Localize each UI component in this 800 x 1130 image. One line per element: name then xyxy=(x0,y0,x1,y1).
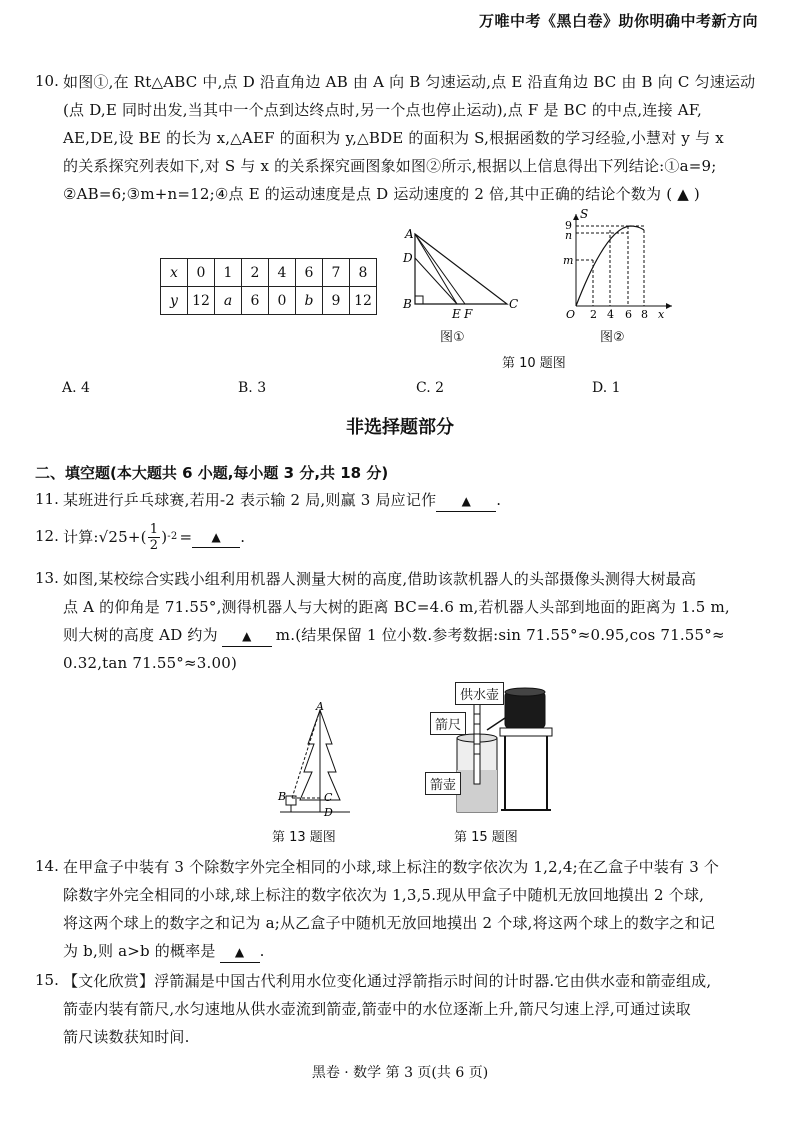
segment-af xyxy=(415,234,465,304)
label-x: x xyxy=(658,308,665,320)
q13-line-3 xyxy=(63,625,725,647)
triangle-abc xyxy=(415,234,507,304)
answer-blank xyxy=(220,941,260,963)
table-cell: 0 xyxy=(269,287,296,315)
q14-line-4: 为 b,则 a>b 的概率是 ▲ . xyxy=(63,941,265,963)
right-angle-mark xyxy=(415,296,423,304)
q12-close: ) xyxy=(161,528,168,546)
table-cell: 1 xyxy=(215,259,242,287)
q10-fig2-caption: 图② xyxy=(600,330,625,345)
choice-c: C. 2 xyxy=(416,380,445,396)
q14-line-4-text: 为 b,则 a>b 的概率是 xyxy=(63,942,216,960)
label-a: A xyxy=(316,700,324,713)
segment-ae xyxy=(415,234,457,304)
table-cell: y xyxy=(161,287,188,315)
q13-line-3-tail: m.(结果保留 1 位小数.参考数据:sin 71.55°≈0.95,cos 71.55°≈ xyxy=(275,626,725,644)
blank-marker: ▲ xyxy=(242,629,252,643)
q12-frac-den: 2 xyxy=(149,537,159,553)
y-axis-arrow xyxy=(573,214,579,220)
table-row xyxy=(161,287,377,315)
label-nine: 9 xyxy=(565,219,572,232)
answer-blank xyxy=(192,526,240,548)
label-origin: O xyxy=(566,308,576,320)
q12-prefix: 计算: xyxy=(63,528,99,546)
q13-line-1: 如图,某校综合实践小组利用机器人测量大树的高度,借助该款机器人的头部摄像头测得大树最高 xyxy=(63,570,697,588)
table-cell: 0 xyxy=(188,259,215,287)
choice-d: D. 1 xyxy=(592,380,621,396)
q15-line-2: 箭壶内装有箭尺,水匀速地从供水壶流到箭壶,箭壶中的水位逐渐上升,箭尺匀速上浮,可通过读取 xyxy=(63,1000,691,1018)
table-cell: b xyxy=(296,287,323,315)
blank-marker: ▲ xyxy=(211,530,221,544)
q12-equals: = xyxy=(179,528,193,546)
water-pot-icon xyxy=(505,692,545,728)
page-footer: 黑卷 · 数学 第 3 页(共 6 页) xyxy=(311,1065,489,1081)
q13-line-4: 0.32,tan 71.55°≈3.00) xyxy=(63,654,238,672)
choice-b: B. 3 xyxy=(238,380,267,396)
robot-icon xyxy=(286,796,296,805)
q12-line xyxy=(63,519,245,555)
label-f: F xyxy=(464,307,473,321)
label-c: C xyxy=(324,791,333,804)
q15-line-1: 【文化欣赏】浮箭漏是中国古代利用水位变化通过浮箭指示时间的计时器.它由供水壶和箭壶组成, xyxy=(63,972,712,990)
q10-number: 10. xyxy=(35,72,59,90)
label-b: B xyxy=(278,790,287,803)
label-arrow-ruler: 箭尺 xyxy=(430,712,466,735)
label-b: B xyxy=(403,297,412,311)
label-c: C xyxy=(509,297,519,311)
q11-line xyxy=(63,490,501,512)
table-cell: 4 xyxy=(269,259,296,287)
table-cell: 12 xyxy=(188,287,215,315)
fill-in-title: 二、填空题(本大题共 6 小题,每小题 3 分,共 18 分) xyxy=(35,464,389,482)
q10-fig1-caption: 图① xyxy=(440,330,465,345)
segment-de xyxy=(415,258,457,304)
q10-line-4: 的关系探究列表如下,对 S 与 x 的关系探究画图象如图②所示,根据以上信息得出下列结论:①a=9; xyxy=(63,157,717,175)
blank-marker: ▲ xyxy=(234,945,245,959)
table-cell: a xyxy=(215,287,242,315)
q10-figure-1 xyxy=(395,222,525,322)
table-cell: 8 xyxy=(350,259,377,287)
q10-table xyxy=(160,258,377,315)
blank-marker: ▲ xyxy=(461,494,471,508)
table-cell: 6 xyxy=(242,287,269,315)
q12-end: . xyxy=(240,528,246,546)
q12-frac-num: 1 xyxy=(149,521,159,537)
table-cell: 6 xyxy=(296,259,323,287)
q11-end: . xyxy=(496,491,502,509)
x-axis-arrow xyxy=(666,303,672,309)
tick-6: 6 xyxy=(625,308,632,320)
q14-line-3: 将这两个球上的数字之和记为 a;从乙盒子中随机无放回地摸出 2 个球,将这两个球上的数字之和记 xyxy=(63,914,716,932)
q15-line-3: 箭尺读数获知时间. xyxy=(63,1028,190,1046)
label-d: D xyxy=(324,806,333,819)
table-cell: 7 xyxy=(323,259,350,287)
label-d: D xyxy=(403,251,413,265)
q12-number: 12. xyxy=(35,527,59,545)
answer-blank xyxy=(436,490,496,512)
q10-figure-caption: 第 10 题图 xyxy=(502,356,566,371)
table-cell: 12 xyxy=(350,287,377,315)
tick-2: 2 xyxy=(590,308,597,320)
q14-number: 14. xyxy=(35,857,59,875)
q13-line-3-text: 则大树的高度 AD 约为 xyxy=(63,626,218,644)
page-header: 万唯中考《黑白卷》助你明确中考新方向 xyxy=(478,12,758,30)
q11-number: 11. xyxy=(35,490,59,508)
label-e: E xyxy=(452,307,461,321)
table-row xyxy=(161,259,377,287)
label-n: n xyxy=(565,229,573,242)
stand-top xyxy=(500,728,552,736)
section-title: 非选择题部分 xyxy=(346,417,454,438)
q10-line-1: 如图①,在 Rt△ABC 中,点 D 沿直角边 AB 由 A 向 B 匀速运动,点 E 沿直角边 BC 由 B 向 C 匀速运动 xyxy=(63,73,756,91)
tick-4: 4 xyxy=(607,308,614,320)
q12-sqrt: √25 xyxy=(98,528,128,546)
q13-line-2: 点 A 的仰角是 71.55°,测得机器人与大树的距离 BC=4.6 m,若机器人头部到地面的距离为 1.5 m, xyxy=(63,598,730,616)
choice-a: A. 4 xyxy=(62,380,90,396)
label-water-pot: 供水壶 xyxy=(455,682,504,705)
q10-line-3: AE,DE,设 BE 的长为 x,△AEF 的面积为 y,△BDE 的面积为 S,根据函数的学习经验,小慧对 y 与 x xyxy=(63,129,724,147)
label-s: S xyxy=(580,208,589,221)
table-cell: 9 xyxy=(323,287,350,315)
q12-exp: -2 xyxy=(167,531,178,542)
q11-text: 某班进行乒乓球赛,若用-2 表示输 2 局,则赢 3 局应记作 xyxy=(63,491,437,509)
q15-fig-caption: 第 15 题图 xyxy=(454,830,518,845)
tick-8: 8 xyxy=(641,308,648,320)
q15-number: 15. xyxy=(35,971,59,989)
table-cell: x xyxy=(161,259,188,287)
q13-number: 13. xyxy=(35,569,59,587)
q14-line-1: 在甲盒子中装有 3 个除数字外完全相同的小球,球上标注的数字依次为 1,2,4;在乙盒子中装有 3 个 xyxy=(63,858,720,876)
q14-line-2: 除数字外完全相同的小球,球上标注的数字依次为 1,3,5.现从甲盒子中随机无放回地摸出 2 个球, xyxy=(63,886,705,904)
q12-fraction xyxy=(148,522,160,553)
answer-blank xyxy=(222,625,272,647)
q13-figure xyxy=(270,700,360,826)
q10-figure-2 xyxy=(560,208,680,320)
q10-line-2: (点 D,E 同时出发,当其中一个点到达终点时,另一个点也停止运动),点 F 是 BC 的中点,连接 AF, xyxy=(63,101,703,119)
table-cell: 2 xyxy=(242,259,269,287)
label-a: A xyxy=(405,227,414,241)
pot-top xyxy=(505,688,545,696)
q12-plus: +( xyxy=(127,528,147,546)
label-m: m xyxy=(563,254,574,267)
q13-fig-caption: 第 13 题图 xyxy=(272,830,336,845)
label-vessel: 箭壶 xyxy=(425,772,461,795)
q10-line-5: ②AB=6;③m+n=12;④点 E 的运动速度是点 D 运动速度的 2 倍,其中正确的结论个数为 ( ▲ ) xyxy=(63,185,700,203)
